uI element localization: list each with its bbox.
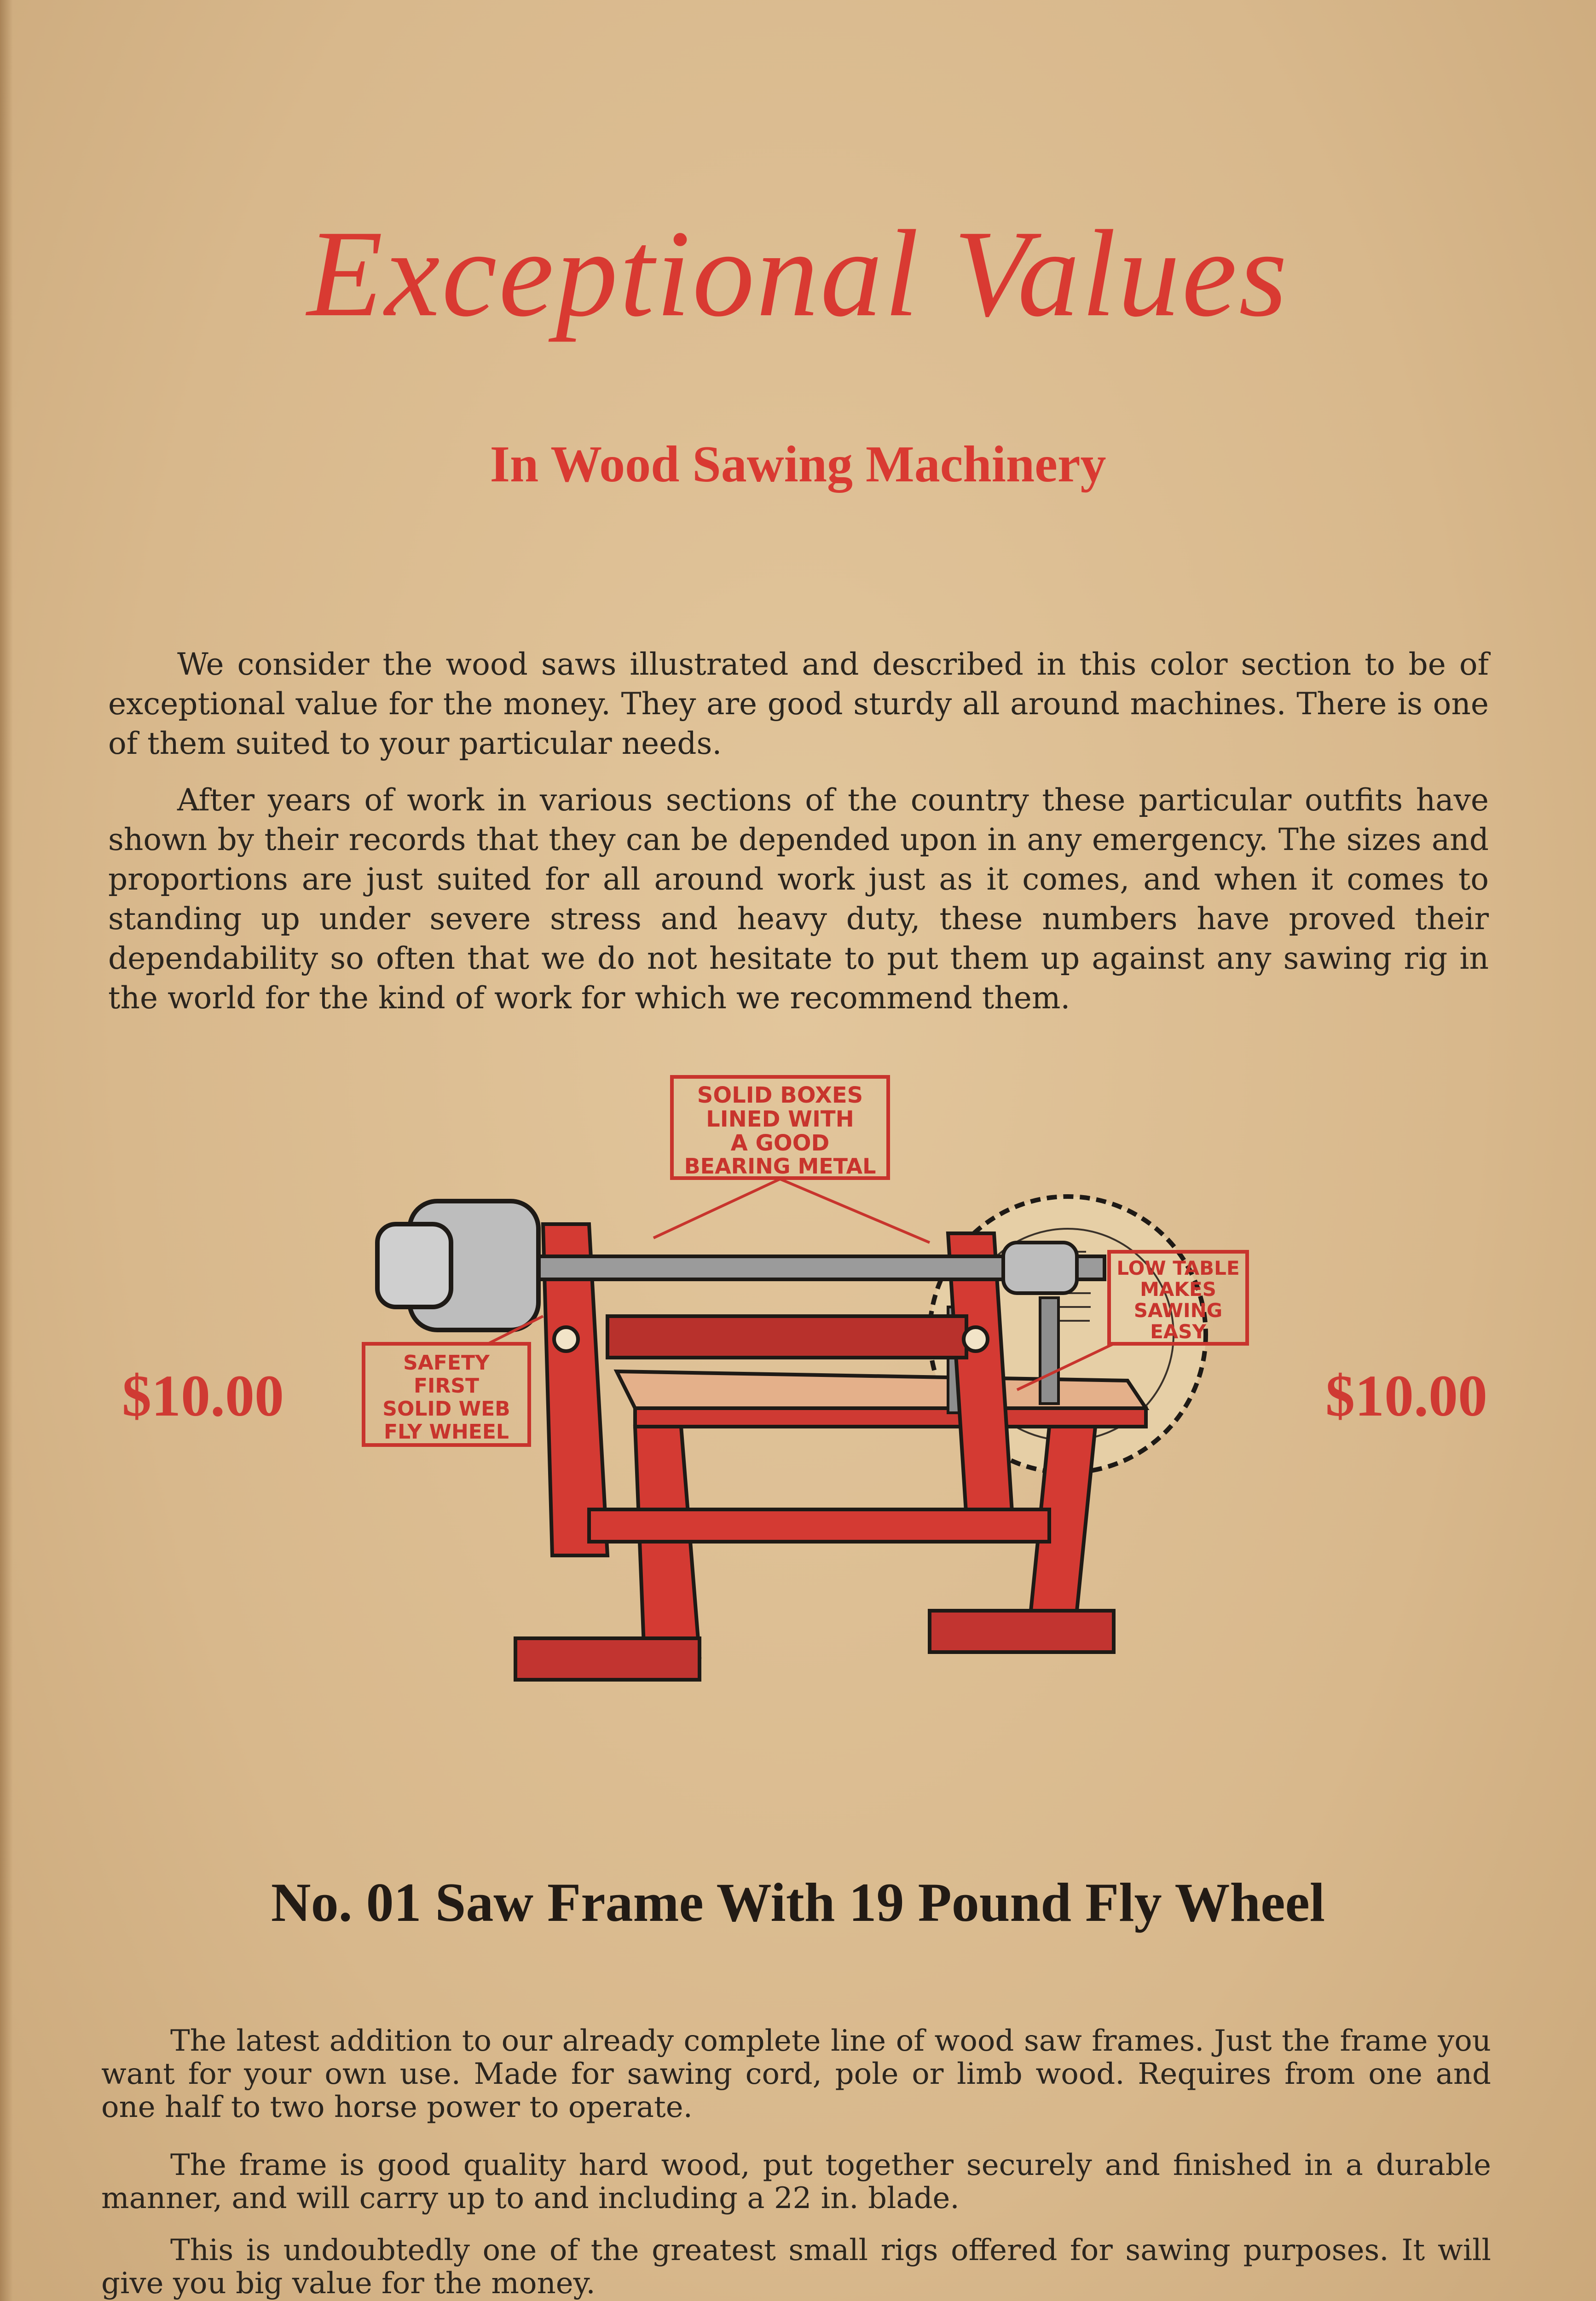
callout-boxes-line-1: SOLID BOXES bbox=[697, 1082, 863, 1108]
callout-wheel-line-4: FLY WHEEL bbox=[384, 1420, 509, 1444]
saw-frame-illustration bbox=[350, 1058, 1270, 1776]
callout-wheel-line-1: SAFETY bbox=[403, 1351, 490, 1375]
callout-table-line-1: LOW TABLE bbox=[1116, 1257, 1240, 1279]
callout-wheel-line-2: FIRST bbox=[413, 1374, 480, 1398]
page-edge-shadow bbox=[0, 0, 13, 2301]
intro-paragraph-1: We consider the wood saws illustrated and described in this color section to be of exceptional value for the money. They are good sturdy all around machines. There is one of them suited to your particular needs. bbox=[108, 647, 1489, 761]
page-title: Exceptional Values bbox=[307, 205, 1289, 342]
product-description-1: The latest addition to our already complete line of wood saw frames. Just the frame you want for your own use. Made for sawing cord, pole or limb wood. Requires from one and one half to two horse power to operate. bbox=[101, 2024, 1491, 2124]
callout-safety-first bbox=[364, 1316, 543, 1445]
intro-paragraph-2: After years of work in various sections of the country these particular outfits have shown by their records that they can be depended upon in any emergency. The sizes and proportions are just suited for all around work just as it comes, and when it comes to standing up under severe stress and heavy duty, these numbers have proved their dependability so often that we do not hesitate to put them up against any sawing rig in the world for the kind of work for which we recommend them. bbox=[108, 782, 1489, 1016]
callout-wheel-line-3: SOLID WEB bbox=[382, 1397, 510, 1421]
callout-table-line-4: EASY bbox=[1150, 1320, 1206, 1343]
callout-boxes-line-2: LINED WITH bbox=[706, 1106, 854, 1132]
callout-table-line-3: SAWING bbox=[1133, 1299, 1223, 1322]
product-description-2: The frame is good quality hard wood, put together securely and finished in a durable manner, and will carry up to and including a 22 in. blade. bbox=[101, 2148, 1491, 2215]
callout-boxes-line-3: A GOOD bbox=[730, 1130, 830, 1156]
product-description-3: This is undoubtedly one of the greatest small rigs offered for sawing purposes. It will give you big value for the money. bbox=[101, 2233, 1491, 2301]
callout-boxes-line-4: BEARING METAL bbox=[684, 1154, 876, 1179]
callout-table-line-2: MAKES bbox=[1140, 1278, 1216, 1301]
product-title: No. 01 Saw Frame With 19 Pound Fly Wheel bbox=[271, 1872, 1325, 1933]
page-subtitle: In Wood Sawing Machinery bbox=[490, 436, 1106, 493]
callout-solid-boxes bbox=[653, 1077, 930, 1243]
price-left: $10.00 bbox=[122, 1363, 284, 1428]
price-right: $10.00 bbox=[1325, 1363, 1487, 1428]
